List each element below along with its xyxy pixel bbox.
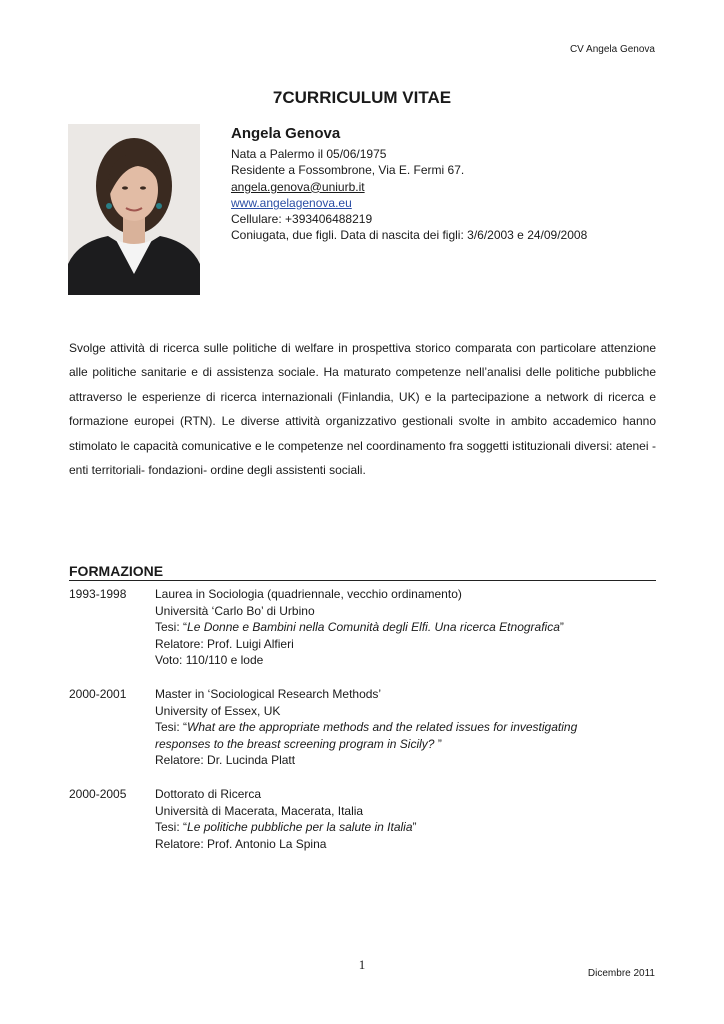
entry-thesis: Tesi: “What are the appropriate methods and the related issues for investigating — [155, 720, 578, 734]
family-info: Coniugata, due figli. Data di nascita dei figli: 3/6/2003 e 24/09/2008 — [231, 228, 588, 243]
person-name: Angela Genova — [231, 125, 341, 142]
running-header: CV Angela Genova — [569, 44, 655, 55]
entry-years: 1993-1998 — [69, 587, 127, 601]
entry-institution: Università ‘Carlo Bo’ di Urbino — [155, 603, 315, 618]
portrait-illustration — [68, 124, 200, 295]
birth-info: Nata a Palermo il 05/06/1975 — [231, 147, 387, 161]
phone-info: Cellulare: +393406488219 — [231, 212, 373, 227]
entry-supervisor: Relatore: Prof. Antonio La Spina — [155, 836, 327, 851]
footer-date: Dicembre 2011 — [587, 968, 655, 979]
entry-supervisor: Relatore: Dr. Lucinda Platt — [155, 753, 296, 767]
website-link[interactable]: www.angelagenova.eu — [231, 195, 352, 210]
entry-supervisor: Relatore: Prof. Luigi Alfieri — [155, 636, 294, 651]
entry-years: 2000-2005 — [69, 787, 127, 801]
entry-degree: Laurea in Sociologia (quadriennale, vecchio ordinamento) — [155, 587, 462, 601]
residence-info: Residente a Fossombrone, Via E. Fermi 67. — [231, 163, 465, 178]
entry-thesis: Tesi: “Le Donne e Bambini nella Comunità degli Elfi. Una ricerca Etnografica” — [155, 620, 564, 634]
entry-thesis-continued: responses to the breast screening program in Sicily? ” — [155, 736, 442, 751]
entry-thesis: Tesi: “Le politiche pubbliche per la salute in Italia” — [155, 820, 417, 834]
document-title: 7CURRICULUM VITAE — [272, 88, 452, 107]
email-link[interactable]: angela.genova@uniurb.it — [231, 179, 365, 194]
entry-degree: Master in ‘Sociological Research Methods’ — [155, 687, 382, 701]
profile-summary: Svolge attività di ricerca sulle politiche di welfare in prospettiva storico comparata con particolare attenzione alle politiche sanitarie e di assistenza sociale. Ha maturato competenze nell’analisi delle politiche pubbliche attraverso le esperienze di ricerca internazionali (Finlandia, UK) e la partecipazione a network di ricerca e formazione europei (RTN). Le diverse attività organizzativo gestionali svolte in ambito accademico hanno stimolato le capacità comunicative e le competenze nel coordinamento fra soggetti istituzionali diversi: atenei - enti territoriali- fondazioni- ordine degli assistenti sociali. — [69, 341, 656, 478]
section-heading-education: FORMAZIONE — [69, 563, 656, 581]
personal-details — [231, 125, 587, 244]
entry-institution: Università di Macerata, Macerata, Italia — [155, 803, 364, 818]
entry-grade: Voto: 110/110 e lode — [155, 653, 264, 667]
entry-institution: University of Essex, UK — [155, 703, 281, 718]
entry-years: 2000-2001 — [69, 687, 127, 701]
page-number: 1 — [358, 957, 366, 972]
profile-photo — [68, 124, 200, 295]
entry-degree: Dottorato di Ricerca — [155, 787, 262, 801]
